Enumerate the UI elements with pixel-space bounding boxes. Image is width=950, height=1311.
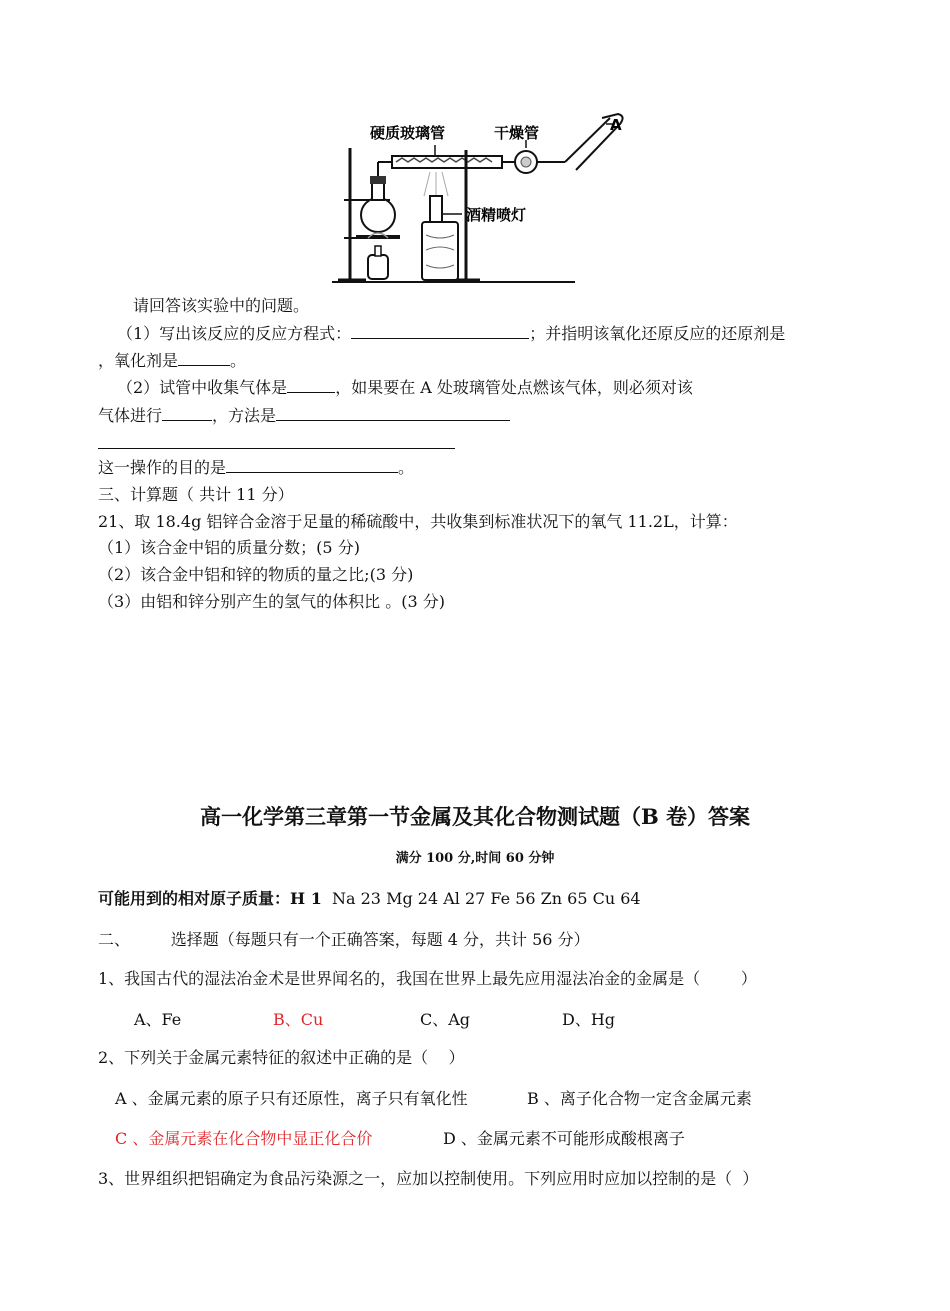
answer-blank-line[interactable]	[98, 432, 455, 449]
question-1-continued: ，氧化剂是 。	[98, 351, 247, 370]
answer-blank[interactable]	[178, 349, 230, 366]
mc-question-3: 3、世界组织把铝确定为食品污染源之一，应加以控制使用。下列应用时应加以控制的是（ ）	[98, 1169, 759, 1188]
answer-blank[interactable]	[287, 376, 335, 393]
mc-question-2: 2、下列关于金属元素特征的叙述中正确的是（ ）	[98, 1048, 465, 1067]
q2-option-c-correct: C 、金属元素在化合物中显正化合价	[115, 1129, 373, 1148]
answer-subtitle: 满分 100 分,时间 60 分钟	[395, 851, 555, 866]
question-2: （2）试管中收集气体是 ，如果要在 A 处玻璃管处点燃该气体，则必须对该	[117, 378, 693, 397]
section-3-heading: 三、计算题（ 共计 11 分）	[98, 485, 294, 504]
question-2-continued: 气体进行 ，方法是	[98, 404, 510, 427]
answer-title: 高一化学第三章第一节金属及其化合物测试题（B 卷）答案	[199, 804, 751, 829]
q1-option-d: D、Hg	[562, 1010, 616, 1029]
q2-option-b: B 、离子化合物一定含金属元素	[527, 1089, 752, 1108]
label-hard-glass-tube: 硬质玻璃管	[370, 124, 446, 142]
answer-blank[interactable]	[276, 404, 510, 421]
question-1: （1）写出该反应的反应方程式： ；并指明该氧化还原反应的还原剂是	[117, 324, 786, 343]
apparatus-diagram	[330, 110, 630, 290]
intro-text: 请回答该实验中的问题。	[133, 296, 310, 315]
atomic-masses: 可能用到的相对原子质量：H 1 Na 23 Mg 24 Al 27 Fe 56 Zn 65 Cu 64	[98, 889, 641, 908]
q1-option-c: C、Ag	[420, 1010, 471, 1029]
label-drying-tube: 干燥管	[494, 124, 540, 142]
q2-option-d: D 、金属元素不可能形成酸根离子	[443, 1129, 685, 1148]
answer-blank[interactable]	[226, 456, 398, 473]
label-alcohol-lamp: 酒精喷灯	[466, 206, 527, 224]
question-21-1: （1）该合金中铝的质量分数；(5 分)	[98, 538, 360, 557]
mc-question-1: 1、我国古代的湿法冶金术是世界闻名的，我国在世界上最先应用湿法冶金的金属是（ ）	[98, 969, 757, 988]
q1-option-b-correct: B、Cu	[273, 1010, 324, 1029]
answer-blank[interactable]	[162, 404, 212, 421]
label-a: A	[610, 116, 622, 134]
question-21-2: （2）该合金中铝和锌的物质的量之比;(3 分)	[98, 565, 414, 584]
section-2-heading: 二、 选择题（每题只有一个正确答案，每题 4 分，共计 56 分）	[98, 930, 590, 949]
answer-blank[interactable]	[351, 322, 529, 339]
question-21-3: （3）由铝和锌分别产生的氢气的体积比 。(3 分)	[98, 592, 446, 611]
q1-option-a: A、Fe	[134, 1010, 182, 1029]
question-21: 21、取 18.4g 铝锌合金溶于足量的稀硫酸中，共收集到标准状况下的氧气 11.2L，计算：	[98, 512, 738, 531]
question-2-purpose: 这一操作的目的是 。	[98, 458, 415, 477]
q2-option-a: A 、金属元素的原子只有还原性，离子只有氧化性	[115, 1089, 468, 1108]
